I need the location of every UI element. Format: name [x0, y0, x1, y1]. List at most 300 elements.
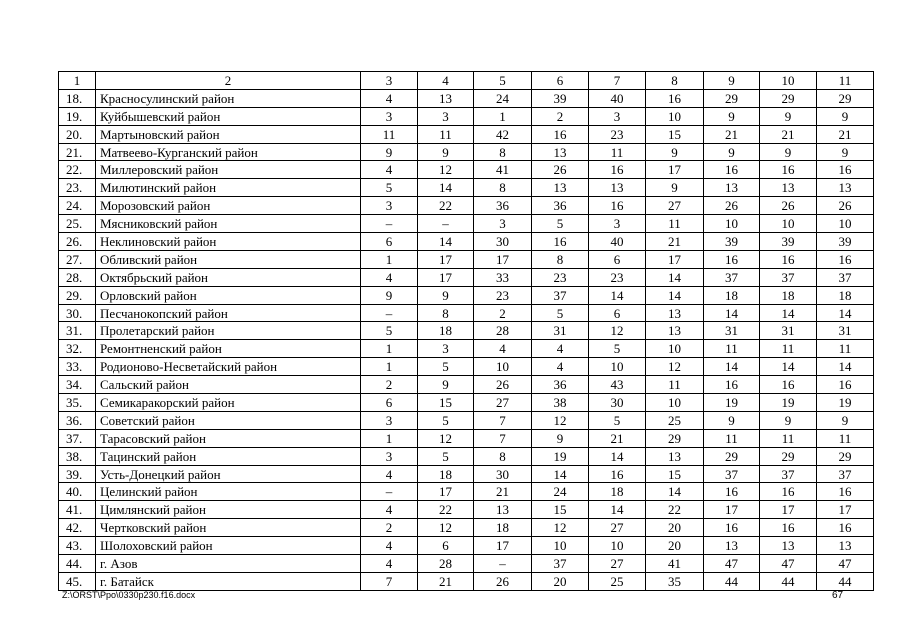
table-cell: 37.	[59, 429, 96, 447]
table-cell: 29	[704, 447, 760, 465]
table-cell: 9	[760, 107, 817, 125]
table-cell: 27.	[59, 250, 96, 268]
table-cell: 13	[760, 537, 817, 555]
table-cell: 3	[418, 340, 474, 358]
table-cell: 21	[760, 125, 817, 143]
table-cell: 8	[474, 179, 532, 197]
table-cell: 12	[589, 322, 646, 340]
table-cell: 11	[817, 340, 874, 358]
table-cell: 17	[646, 250, 704, 268]
table-cell: 26.	[59, 233, 96, 251]
table-cell: 2	[474, 304, 532, 322]
table-cell: 26	[532, 161, 589, 179]
table-cell: 26	[474, 376, 532, 394]
table-row	[59, 555, 874, 573]
table-cell: 3	[589, 107, 646, 125]
table-cell: 4	[474, 340, 532, 358]
table-cell: 5	[589, 411, 646, 429]
header-cell: 11	[817, 72, 874, 90]
district-name-cell: Цимлянский район	[96, 501, 361, 519]
table-cell: 3	[474, 215, 532, 233]
table-cell: 13	[760, 179, 817, 197]
table-cell: 5	[418, 447, 474, 465]
table-cell: 14	[418, 233, 474, 251]
table-cell: 5	[361, 179, 418, 197]
table-cell: 10	[646, 340, 704, 358]
table-cell: 10	[646, 107, 704, 125]
table-cell: 23	[474, 286, 532, 304]
table-cell: 6	[589, 250, 646, 268]
table-cell: 18.	[59, 89, 96, 107]
header-cell: 10	[760, 72, 817, 90]
table-row	[59, 501, 874, 519]
table-cell: 37	[704, 268, 760, 286]
table-cell: 22	[646, 501, 704, 519]
table-cell: 15	[646, 125, 704, 143]
table-cell: 18	[474, 519, 532, 537]
table-cell: 10	[474, 358, 532, 376]
table-cell: 37	[532, 286, 589, 304]
table-cell: 17	[418, 483, 474, 501]
table-cell: 16	[760, 376, 817, 394]
table-cell: 13	[646, 304, 704, 322]
table-cell: 11	[646, 215, 704, 233]
table-cell: 27	[589, 519, 646, 537]
district-name-cell: Красносулинский район	[96, 89, 361, 107]
district-name-cell: Родионово-Несветайский район	[96, 358, 361, 376]
table-cell: 41.	[59, 501, 96, 519]
table-cell: 9	[817, 411, 874, 429]
table-cell: 14	[760, 358, 817, 376]
table-cell: 1	[361, 340, 418, 358]
table-cell: 10	[532, 537, 589, 555]
page-number: 67	[832, 590, 844, 601]
table-cell: 9	[361, 143, 418, 161]
table-cell: 36	[532, 197, 589, 215]
table-row	[59, 340, 874, 358]
table-cell: 21.	[59, 143, 96, 161]
table-cell: 11	[589, 143, 646, 161]
table-cell: 29	[760, 447, 817, 465]
table-cell: 9	[646, 179, 704, 197]
table-cell: 21	[589, 429, 646, 447]
district-name-cell: г. Азов	[96, 555, 361, 573]
district-name-cell: Шолоховский район	[96, 537, 361, 555]
table-row	[59, 394, 874, 412]
table-cell: 36	[532, 376, 589, 394]
table-cell: 15	[418, 394, 474, 412]
header-cell: 6	[532, 72, 589, 90]
table-cell: 24.	[59, 197, 96, 215]
district-name-cell: Октябрьский район	[96, 268, 361, 286]
district-name-cell: Морозовский район	[96, 197, 361, 215]
table-cell: 18	[704, 286, 760, 304]
table-cell: 8	[474, 143, 532, 161]
table-cell: 29	[817, 447, 874, 465]
table-row	[59, 322, 874, 340]
table-cell: 9	[704, 411, 760, 429]
table-cell: 18	[589, 483, 646, 501]
table-cell: 26	[704, 197, 760, 215]
table-cell: 13	[704, 179, 760, 197]
table-cell: 8	[418, 304, 474, 322]
table-cell: 25	[589, 572, 646, 590]
district-name-cell: Матвеево-Курганский район	[96, 143, 361, 161]
table-cell: 14	[589, 447, 646, 465]
table-cell: 11	[361, 125, 418, 143]
table-cell: 39	[704, 233, 760, 251]
table-cell: 11	[704, 340, 760, 358]
table-cell: 17	[418, 268, 474, 286]
table-cell: 3	[361, 107, 418, 125]
table-cell: 6	[361, 394, 418, 412]
table-cell: 17	[646, 161, 704, 179]
table-cell: 37	[532, 555, 589, 573]
district-name-cell: Ремонтненский район	[96, 340, 361, 358]
table-cell: 44	[760, 572, 817, 590]
table-cell: 16	[760, 483, 817, 501]
table-cell: 9	[704, 107, 760, 125]
table-cell: 9	[760, 143, 817, 161]
table-cell: 31	[817, 322, 874, 340]
table-cell: 35	[646, 572, 704, 590]
table-cell: 44	[704, 572, 760, 590]
table-row	[59, 537, 874, 555]
table-cell: –	[418, 215, 474, 233]
table-cell: 5	[361, 322, 418, 340]
table-row	[59, 483, 874, 501]
table-cell: 6	[361, 233, 418, 251]
footer-file-path: Z:\ORST\Ppo\0330p230.f16.docx	[62, 590, 196, 600]
table-row	[59, 215, 874, 233]
table-cell: 36	[474, 197, 532, 215]
table-cell: 4	[532, 340, 589, 358]
table-cell: 27	[589, 555, 646, 573]
table-cell: 42.	[59, 519, 96, 537]
table-cell: 30.	[59, 304, 96, 322]
table-cell: 43	[589, 376, 646, 394]
table-cell: 16	[760, 250, 817, 268]
table-cell: 9	[532, 429, 589, 447]
table-cell: 9	[817, 107, 874, 125]
table-header-row	[59, 72, 874, 90]
table-cell: 26	[817, 197, 874, 215]
table-cell: 14	[760, 304, 817, 322]
table-cell: 4	[532, 358, 589, 376]
data-table	[58, 71, 874, 591]
table-cell: 16	[817, 519, 874, 537]
table-cell: 34.	[59, 376, 96, 394]
table-cell: 40	[589, 233, 646, 251]
table-row	[59, 447, 874, 465]
header-cell: 8	[646, 72, 704, 90]
table-cell: 16	[589, 161, 646, 179]
table-cell: 22	[418, 197, 474, 215]
table-cell: 29	[704, 89, 760, 107]
table-cell: 5	[418, 411, 474, 429]
table-cell: 37	[760, 268, 817, 286]
district-name-cell: Советский район	[96, 411, 361, 429]
table-cell: 27	[474, 394, 532, 412]
table-cell: 31	[760, 322, 817, 340]
table-cell: 4	[361, 501, 418, 519]
table-cell: 39	[532, 89, 589, 107]
table-row	[59, 107, 874, 125]
table-cell: 3	[361, 447, 418, 465]
table-cell: 6	[418, 537, 474, 555]
table-cell: 5	[589, 340, 646, 358]
table-cell: 45.	[59, 572, 96, 590]
table-cell: 11	[646, 376, 704, 394]
table-cell: 11	[760, 429, 817, 447]
table-cell: 14	[704, 358, 760, 376]
district-name-cell: Мартыновский район	[96, 125, 361, 143]
table-cell: 30	[474, 233, 532, 251]
district-name-cell: Тарасовский район	[96, 429, 361, 447]
table-cell: 17	[474, 537, 532, 555]
table-row	[59, 197, 874, 215]
table-cell: 24	[474, 89, 532, 107]
table-cell: 23	[589, 125, 646, 143]
table-cell: 15	[646, 465, 704, 483]
header-cell: 5	[474, 72, 532, 90]
table-cell: 13	[646, 322, 704, 340]
header-cell: 7	[589, 72, 646, 90]
table-row	[59, 358, 874, 376]
table-cell: 14	[418, 179, 474, 197]
table-cell: 9	[760, 411, 817, 429]
table-cell: 20	[646, 519, 704, 537]
table-row	[59, 572, 874, 590]
table-cell: 14	[589, 286, 646, 304]
table-cell: 29	[760, 89, 817, 107]
table-row	[59, 411, 874, 429]
table-row	[59, 286, 874, 304]
table-cell: 18	[418, 322, 474, 340]
table-cell: 31.	[59, 322, 96, 340]
table-cell: 8	[532, 250, 589, 268]
table-cell: 7	[361, 572, 418, 590]
header-cell: 4	[418, 72, 474, 90]
table-cell: 23	[532, 268, 589, 286]
table-cell: 13	[589, 179, 646, 197]
table-cell: 9	[418, 286, 474, 304]
table-body	[59, 72, 874, 591]
table-cell: 14	[646, 483, 704, 501]
table-cell: 5	[532, 304, 589, 322]
table-cell: 9	[646, 143, 704, 161]
table-cell: 31	[532, 322, 589, 340]
table-row	[59, 125, 874, 143]
table-cell: 14	[589, 501, 646, 519]
table-cell: 25.	[59, 215, 96, 233]
table-cell: 40.	[59, 483, 96, 501]
table-cell: 7	[474, 429, 532, 447]
table-cell: 29	[817, 89, 874, 107]
district-name-cell: Целинский район	[96, 483, 361, 501]
table-cell: 31	[704, 322, 760, 340]
table-cell: 16	[817, 250, 874, 268]
table-cell: 6	[589, 304, 646, 322]
table-cell: 5	[532, 215, 589, 233]
table-cell: 16	[589, 465, 646, 483]
table-cell: 18	[418, 465, 474, 483]
table-cell: 16	[646, 89, 704, 107]
table-cell: 13	[474, 501, 532, 519]
district-name-cell: Куйбышевский район	[96, 107, 361, 125]
table-cell: 11	[704, 429, 760, 447]
table-cell: 12	[646, 358, 704, 376]
table-cell: 1	[361, 429, 418, 447]
table-cell: 10	[760, 215, 817, 233]
district-name-cell: Мясниковский район	[96, 215, 361, 233]
table-cell: 16	[532, 125, 589, 143]
table-cell: –	[361, 215, 418, 233]
table-cell: 3	[361, 411, 418, 429]
table-cell: 10	[817, 215, 874, 233]
table-cell: 30	[474, 465, 532, 483]
district-name-cell: Сальский район	[96, 376, 361, 394]
table-cell: 38.	[59, 447, 96, 465]
table-cell: 14	[646, 286, 704, 304]
table-cell: 17	[474, 250, 532, 268]
table-cell: 13	[532, 143, 589, 161]
header-cell: 3	[361, 72, 418, 90]
table-cell: 25	[646, 411, 704, 429]
table-row	[59, 376, 874, 394]
table-cell: 12	[418, 519, 474, 537]
table-cell: 12	[418, 161, 474, 179]
table-cell: 19.	[59, 107, 96, 125]
table-cell: 10	[589, 537, 646, 555]
district-name-cell: г. Батайск	[96, 572, 361, 590]
table-cell: 4	[361, 537, 418, 555]
table-row	[59, 161, 874, 179]
table-cell: 2	[532, 107, 589, 125]
district-name-cell: Усть-Донецкий район	[96, 465, 361, 483]
district-name-cell: Неклиновский район	[96, 233, 361, 251]
header-cell: 1	[59, 72, 96, 90]
district-name-cell: Милютинский район	[96, 179, 361, 197]
table-cell: 32.	[59, 340, 96, 358]
table-cell: 28.	[59, 268, 96, 286]
table-cell: 37	[760, 465, 817, 483]
table-cell: 11	[760, 340, 817, 358]
table-cell: 9	[361, 286, 418, 304]
table-row	[59, 89, 874, 107]
table-cell: 14	[817, 358, 874, 376]
district-name-cell: Песчанокопский район	[96, 304, 361, 322]
table-cell: 24	[532, 483, 589, 501]
table-cell: 1	[474, 107, 532, 125]
table-cell: 22.	[59, 161, 96, 179]
table-cell: 17	[760, 501, 817, 519]
table-row	[59, 268, 874, 286]
table-cell: 21	[418, 572, 474, 590]
table-cell: 23	[589, 268, 646, 286]
table-cell: 26	[760, 197, 817, 215]
table-cell: 1	[361, 358, 418, 376]
table-cell: 12	[418, 429, 474, 447]
table-cell: 16	[817, 483, 874, 501]
table-cell: 4	[361, 89, 418, 107]
table-cell: 21	[817, 125, 874, 143]
table-cell: 12	[532, 411, 589, 429]
table-cell: 9	[817, 143, 874, 161]
table-cell: 29.	[59, 286, 96, 304]
table-cell: 41	[646, 555, 704, 573]
table-cell: 13	[704, 537, 760, 555]
table-cell: 29	[646, 429, 704, 447]
table-row	[59, 304, 874, 322]
table-cell: 28	[418, 555, 474, 573]
table-cell: 47	[760, 555, 817, 573]
table-cell: 3	[418, 107, 474, 125]
table-cell: 14	[646, 268, 704, 286]
table-cell: 10	[589, 358, 646, 376]
table-cell: 21	[474, 483, 532, 501]
table-cell: 16	[704, 161, 760, 179]
table-cell: 37	[817, 268, 874, 286]
table-cell: 3	[589, 215, 646, 233]
table-cell: 16	[760, 519, 817, 537]
table-cell: 44	[817, 572, 874, 590]
table-cell: 11	[817, 429, 874, 447]
table-cell: 39	[817, 233, 874, 251]
table-cell: –	[361, 483, 418, 501]
table-cell: 12	[532, 519, 589, 537]
table-row	[59, 179, 874, 197]
table-cell: 16	[704, 250, 760, 268]
table-cell: 43.	[59, 537, 96, 555]
district-name-cell: Миллеровский район	[96, 161, 361, 179]
table-cell: 9	[704, 143, 760, 161]
table-row	[59, 429, 874, 447]
table-cell: 19	[760, 394, 817, 412]
table-cell: 7	[474, 411, 532, 429]
table-cell: 9	[418, 143, 474, 161]
table-cell: 4	[361, 268, 418, 286]
table-cell: 13	[817, 179, 874, 197]
district-name-cell: Пролетарский район	[96, 322, 361, 340]
table-cell: 4	[361, 465, 418, 483]
table-cell: 4	[361, 555, 418, 573]
table-cell: 13	[532, 179, 589, 197]
district-name-cell: Тацинский район	[96, 447, 361, 465]
table-cell: 19	[532, 447, 589, 465]
table-cell: 4	[361, 161, 418, 179]
table-row	[59, 233, 874, 251]
table-cell: 2	[361, 376, 418, 394]
table-cell: 16	[760, 161, 817, 179]
table-cell: 18	[817, 286, 874, 304]
table-cell: 17	[817, 501, 874, 519]
table-cell: 19	[704, 394, 760, 412]
table-cell: 35.	[59, 394, 96, 412]
table-cell: 17	[418, 250, 474, 268]
table-row	[59, 250, 874, 268]
district-name-cell: Семикаракорский район	[96, 394, 361, 412]
table-cell: 3	[361, 197, 418, 215]
table-cell: 14	[817, 304, 874, 322]
table-cell: –	[361, 304, 418, 322]
table-cell: 23.	[59, 179, 96, 197]
district-name-cell: Обливский район	[96, 250, 361, 268]
table-cell: 37	[817, 465, 874, 483]
table-cell: 27	[646, 197, 704, 215]
table-cell: 1	[361, 250, 418, 268]
table-cell: 37	[704, 465, 760, 483]
